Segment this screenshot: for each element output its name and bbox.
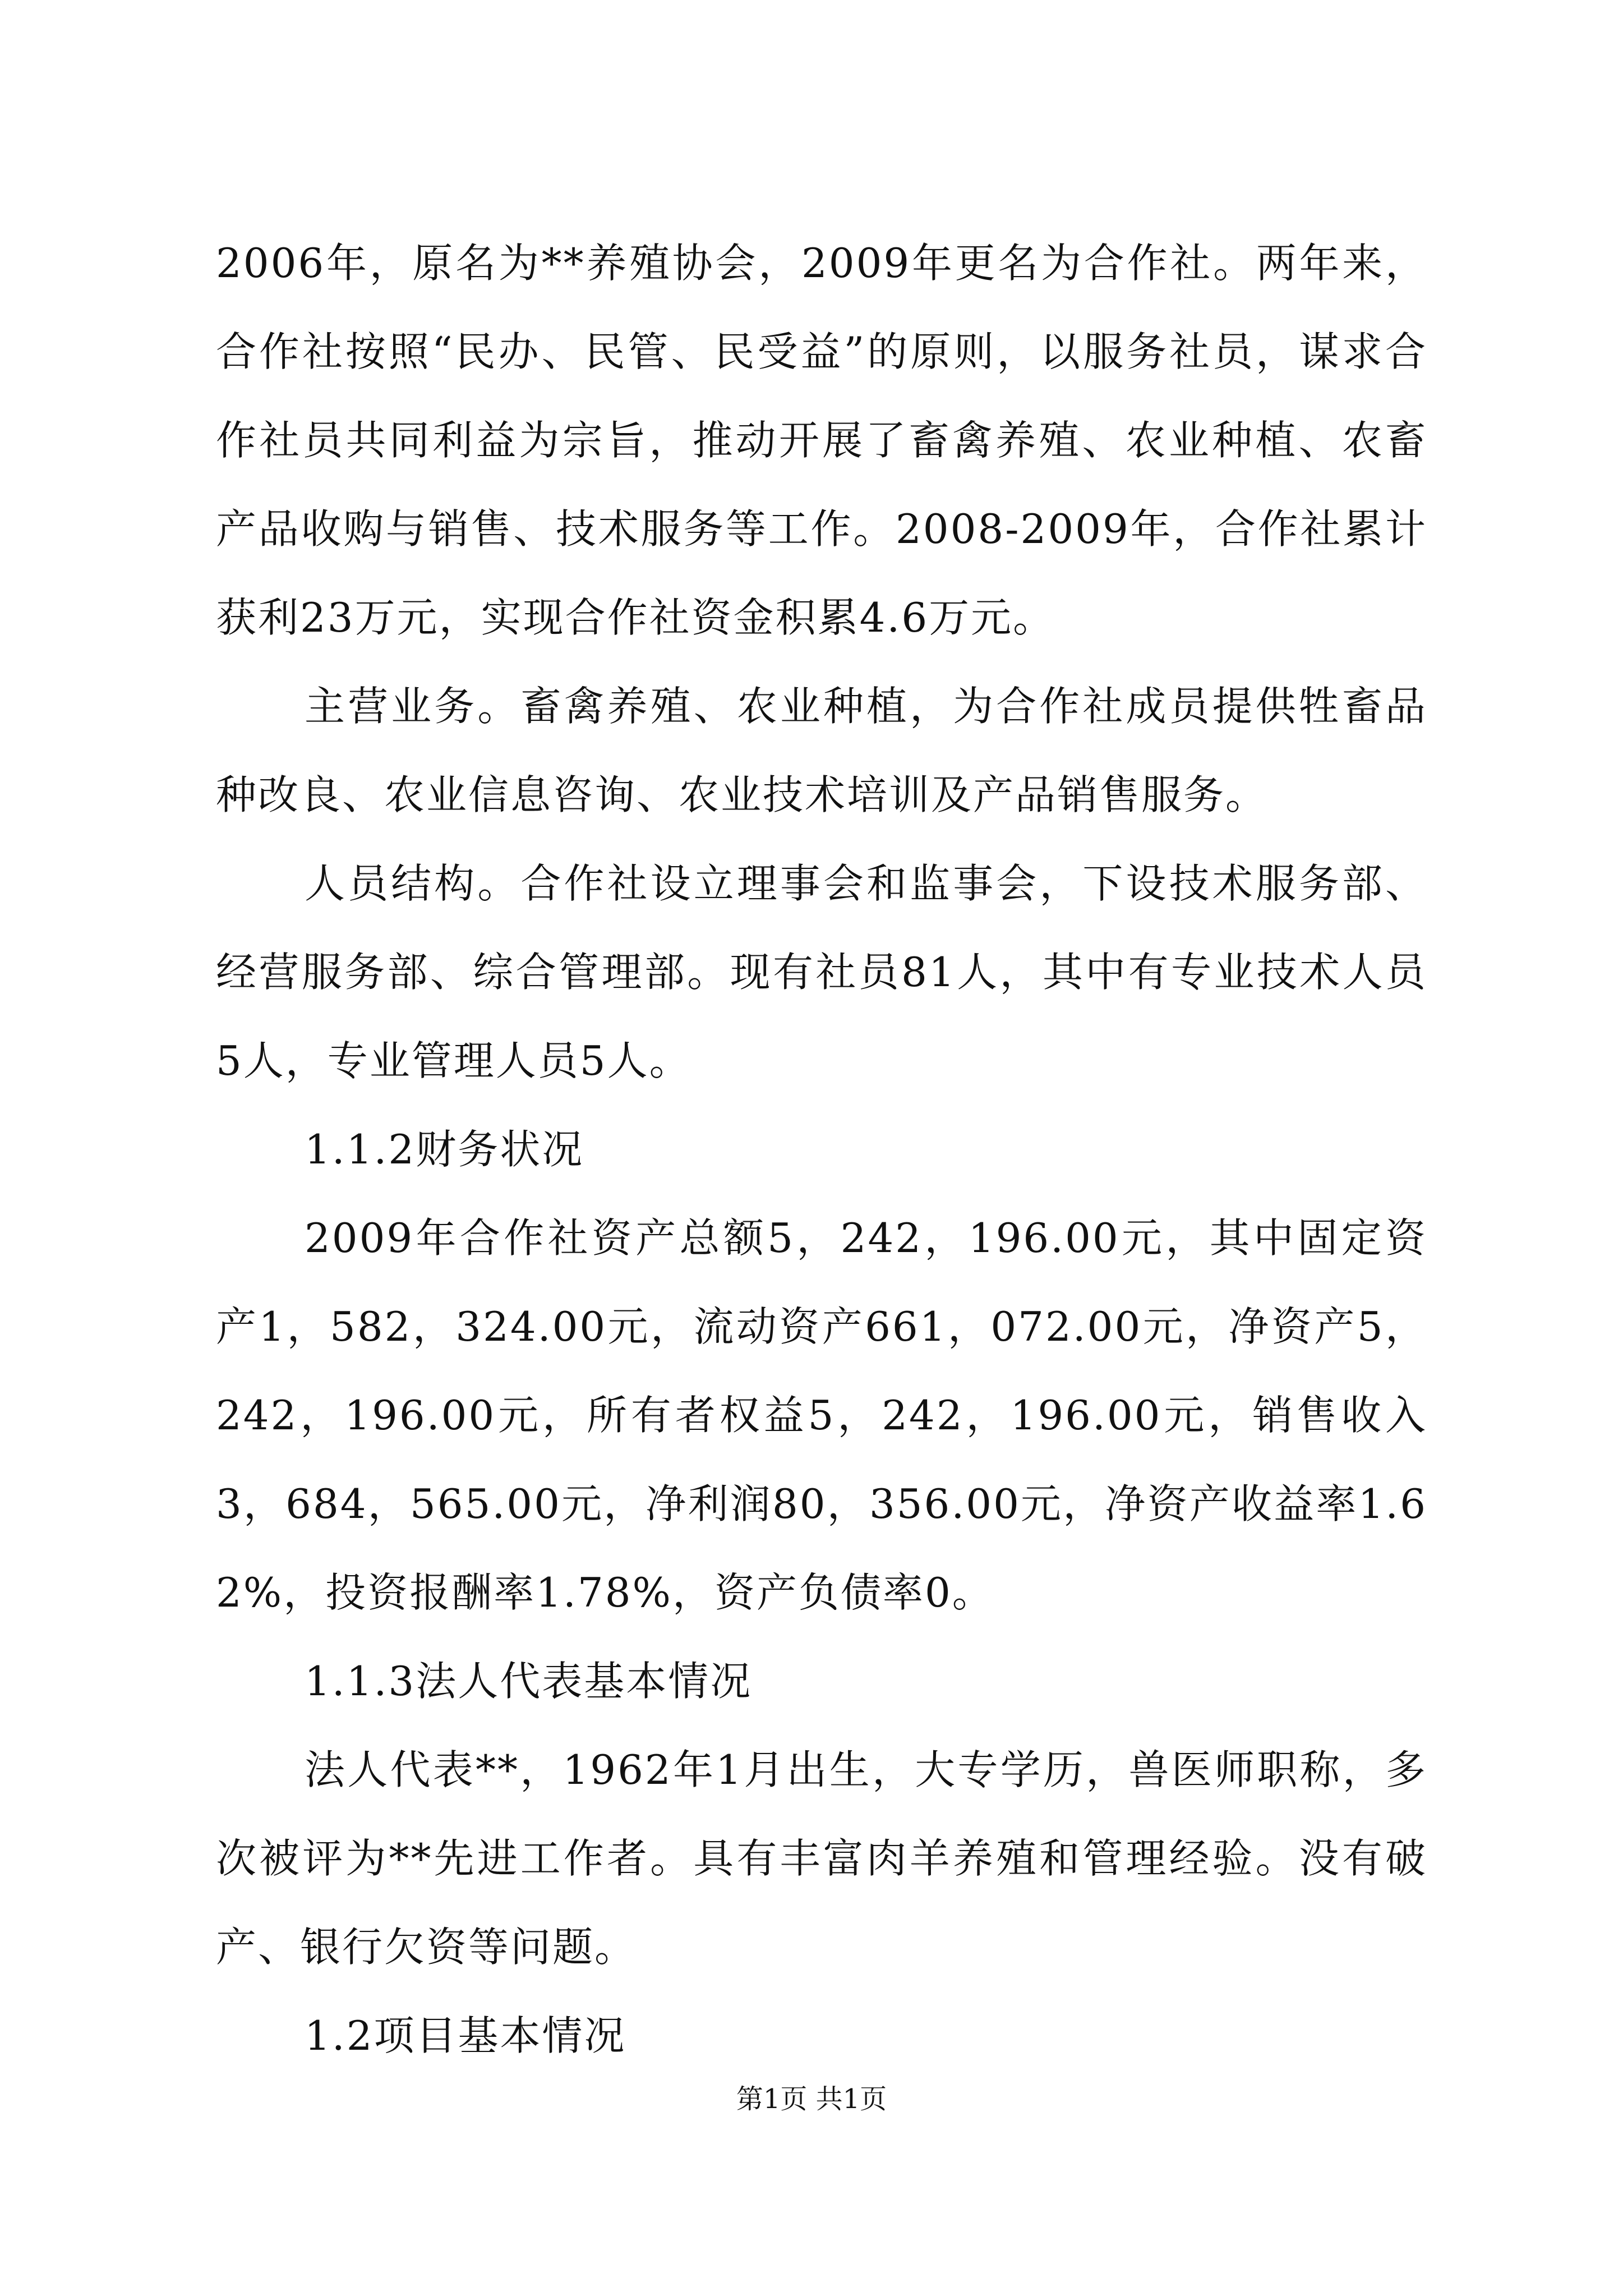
heading-financial-status: 1.1.2财务状况 — [305, 1126, 584, 1173]
paragraph-legal-representative: 法人代表**，1962年1月出生，大专学历，兽医师职称，多次被评为**先进工作者。具有丰富肉羊养殖和管理经验。没有破产、银行欠资等问题。 — [216, 1746, 1427, 1971]
paragraph-staff-structure: 人员结构。合作社设立理事会和监事会，下设技术服务部、经营服务部、综合管理部。现有社员81人，其中有专业技术人员5人，专业管理人员5人。 — [216, 860, 1427, 1084]
heading-project-basic-info: 1.2项目基本情况 — [305, 2012, 626, 2059]
page-number-footer: 第1页 共1页 — [736, 2083, 887, 2115]
paragraph-intro: 2006年，原名为**养殖协会，2009年更名为合作社。两年来，合作社按照“民办、民管、民受益”的原则，以服务社员，谋求合作社员共同利益为宗旨，推动开展了畜禽养殖、农业种植、农畜产品收购与销售、技术服务等工作。2008-2009年，合作社累计获利23万元，实现合作社资金积累4.6万元。 — [216, 240, 1427, 641]
paragraph-financial-status: 2009年合作社资产总额5，242，196.00元，其中固定资产1，582，324.00元，流动资产661，072.00元，净资产5，242，196.00元，所有者权益5，242，196.00元，销售收入3，684，565.00元，净利润80，356.00元，净资产收益率1.62%，投资报酬率1.78%，资产负债率0。 — [216, 1214, 1427, 1616]
paragraph-main-business: 主营业务。畜禽养殖、农业种植，为合作社成员提供牲畜品种改良、农业信息咨询、农业技术培训及产品销售服务。 — [216, 683, 1427, 818]
heading-legal-representative: 1.1.3法人代表基本情况 — [305, 1658, 753, 1705]
document-body — [216, 219, 1427, 2080]
